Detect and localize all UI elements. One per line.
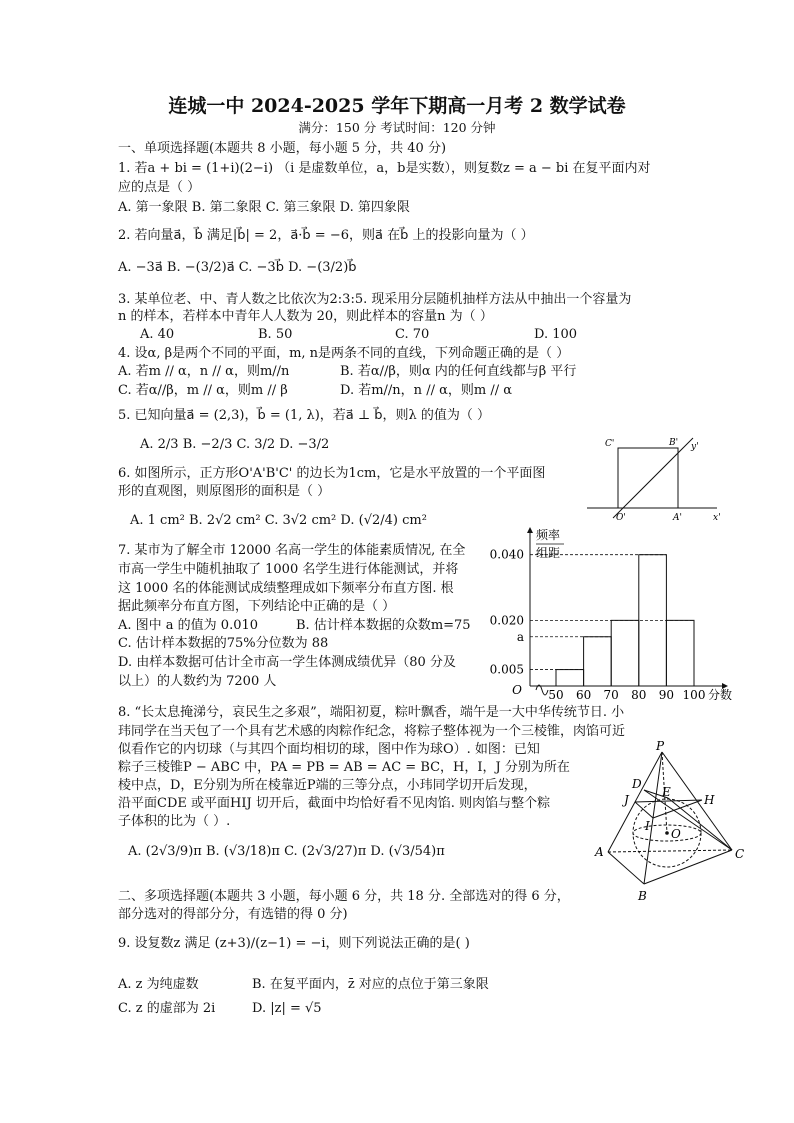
- q6-oblique-figure: [585, 432, 725, 522]
- q9-line1: 9. 设复数z 满足 (z+3)/(z−1) = −i，则下列说法正确的是( ): [118, 936, 470, 951]
- q3-option-a: A. 40: [140, 327, 175, 342]
- q1-line1: 1. 若a + bi = (1+i)(2−i) （i 是虚数单位，a，b是实数），则复数z = a − bi 在复平面内对: [118, 161, 651, 176]
- q5-line1: 5. 已知向量a⃗ = (2,3)，b⃗ = (1, λ)，若a⃗ ⊥ b⃗，则λ 的值为（ ）: [118, 408, 491, 423]
- q6-line1: 6. 如图所示，正方形O'A'B'C' 的边长为1cm，它是水平放置的一个平面图: [118, 466, 546, 481]
- origin-label: O: [512, 683, 522, 697]
- exam-subtitle: 满分：150 分 考试时间：120 分钟: [298, 120, 496, 135]
- q6-label-x: x': [713, 513, 721, 522]
- q8-label-d: D: [632, 777, 642, 791]
- q4-line1: 4. 设α, β是两个不同的平面，m, n是两条不同的直线，下列命题正确的是（ ）: [118, 346, 570, 361]
- q7-option-b: B. 估计样本数据的众数m=75: [296, 618, 471, 633]
- q8-pyramid-figure: [592, 738, 752, 902]
- q6-label-o: O': [616, 513, 626, 522]
- q3-line2: n 的样本，若样本中青年人人数为 20，则此样本的容量n 为（ ）: [118, 309, 493, 324]
- x-tick-label-1: 60: [575, 688, 592, 700]
- y-axis-label-bottom: 组距: [536, 546, 561, 560]
- q7-option-c: C. 估计样本数据的75%分位数为 88: [118, 636, 329, 651]
- q9-option-d: D. |z| = √5: [252, 1001, 322, 1016]
- x-tick-label-3: 80: [631, 688, 647, 700]
- q3-option-c: C. 70: [395, 327, 430, 342]
- y-axis-arrow: [527, 527, 533, 533]
- q4-option-c: C. 若α//β，m // α，则m // β: [118, 383, 288, 398]
- q7-line4: 据此频率分布直方图，下列结论中正确的是（ ）: [118, 599, 396, 614]
- q8-label-a: A: [595, 845, 604, 859]
- frequency-histogram: [490, 525, 740, 700]
- q8-label-i: I: [645, 819, 650, 833]
- y-tick-label-3: 0.040: [490, 547, 524, 562]
- q8-line6: 沿平面CDE 或平面HIJ 切开后，截面中均恰好看不见肉馅. 则肉馅与整个粽: [118, 796, 551, 811]
- section-1-heading: 一、单项选择题(本题共 8 小题，每小题 5 分，共 40 分): [118, 141, 447, 156]
- q7-option-d2: 以上）的人数约为 7200 人: [118, 674, 277, 689]
- q9-option-a: A. z 为纯虚数: [118, 977, 199, 992]
- q6-label-y: y': [691, 442, 699, 452]
- q6-label-b: B': [669, 438, 679, 448]
- q8-label-e: E: [662, 785, 671, 799]
- y-tick-label-0: 0.005: [490, 662, 524, 677]
- q6-options: A. 1 cm² B. 2√2 cm² C. 3√2 cm² D. (√2/4) cm²: [130, 513, 427, 528]
- x-tick-label-2: 70: [603, 688, 619, 700]
- q6-label-a: A': [673, 513, 682, 522]
- q8-options: A. (2√3/9)π B. (√3/18)π C. (2√3/27)π D. (√3/54)π: [128, 844, 445, 859]
- y-tick-label-2: 0.020: [490, 613, 524, 628]
- q8-line7: 子体积的比为（ ）.: [118, 814, 231, 829]
- q1-options: A. 第一象限 B. 第二象限 C. 第三象限 D. 第四象限: [118, 200, 410, 215]
- q7-line2: 市高一学生中随机抽取了 1000 名学生进行体能测试，并将: [118, 562, 459, 577]
- histogram-bar-1: [584, 637, 612, 686]
- q8-label-c: C: [735, 847, 745, 861]
- exam-title: 连城一中 2024-2025 学年下期高一月考 2 数学试卷: [168, 95, 626, 117]
- x-tick-label-0: 50: [548, 688, 564, 700]
- q9-option-b: B. 在复平面内，z̄ 对应的点位于第三象限: [252, 977, 489, 992]
- q4-option-d: D. 若m//n，n // α，则m // α: [340, 383, 512, 398]
- q4-option-a: A. 若m // α，n // α，则m//n: [118, 364, 290, 379]
- x-tick-label-5: 100: [682, 688, 706, 700]
- x-tick-label-4: 90: [658, 688, 675, 700]
- q8-label-o: O: [671, 827, 681, 841]
- q2-options: A. −3a⃗ B. −(3/2)a⃗ C. −3b⃗ D. −(3/2)b⃗: [118, 260, 357, 275]
- q3-option-d: D. 100: [534, 327, 578, 342]
- section-2-heading-line1: 二、多项选择题(本题共 3 小题，每小题 6 分，共 18 分. 全部选对的得 6 分，: [118, 889, 570, 904]
- q7-option-a: A. 图中 a 的值为 0.010: [118, 618, 259, 633]
- y-axis-label-top: 频率: [536, 528, 561, 542]
- q8-label-h: H: [704, 793, 715, 807]
- q7-option-d1: D. 由样本数据可估计全市高一学生体测成绩优异（80 分及: [118, 655, 456, 670]
- y-tick-label-1: a: [516, 629, 524, 644]
- q1-line2: 应的点是（ ）: [118, 180, 201, 195]
- q4-option-b: B. 若α//β，则α 内的任何直线都与β 平行: [340, 364, 577, 379]
- q6-line2: 形的直观图，则原图形的面积是（ ）: [118, 484, 331, 499]
- q3-line1: 3. 某单位老、中、青人数之比依次为2:3:5. 现采用分层随机抽样方法从中抽出一个容量为: [118, 292, 632, 307]
- q8-line3: 似看作它的内切球（与其四个面均相切的球，图中作为球O）. 如图：已知: [118, 742, 540, 757]
- section-2-heading-line2: 部分选对的得部分分，有选错的得 0 分): [118, 907, 348, 922]
- q8-line2: 玮同学在当天包了一个具有艺术感的肉粽作纪念，将粽子整体视为一个三棱锥，肉馅可近: [118, 724, 626, 739]
- x-axis-label: 分数: [708, 688, 733, 700]
- histogram-bar-0: [556, 670, 584, 686]
- histogram-bar-4: [666, 620, 694, 686]
- q3-option-b: B. 50: [258, 327, 293, 342]
- q7-line3: 这 1000 名的体能测试成绩整理成如下频率分布直方图. 根: [118, 581, 454, 596]
- q7-line1: 7. 某市为了解全市 12000 名高一学生的体能素质情况, 在全: [118, 543, 466, 558]
- q8-label-j: J: [624, 793, 629, 807]
- q8-line5: 棱中点，D，E分别为所在棱靠近P端的三等分点，小玮同学切开后发现，: [118, 778, 537, 793]
- histogram-bar-2: [611, 620, 639, 686]
- q8-label-p: P: [656, 739, 665, 753]
- q8-label-b: B: [638, 889, 647, 902]
- q8-line4: 粽子三棱锥P − ABC 中，PA = PB = AB = AC = BC，H，I，J 分别为所在: [118, 760, 570, 775]
- q8-line1: 8. “长太息掩涕兮，哀民生之多艰”，端阳初夏，粽叶飘香，端午是一大中华传统节日. 小: [118, 705, 625, 720]
- q5-options: A. 2/3 B. −2/3 C. 3/2 D. −3/2: [140, 437, 330, 452]
- q6-label-c: C': [605, 439, 615, 449]
- q2-line1: 2. 若向量a⃗，b⃗ 满足|b⃗| = 2，a⃗·b⃗ = −6，则a⃗ 在b⃗ 上的投影向量为（ ）: [118, 228, 534, 243]
- q9-option-c: C. z 的虚部为 2i: [118, 1001, 216, 1016]
